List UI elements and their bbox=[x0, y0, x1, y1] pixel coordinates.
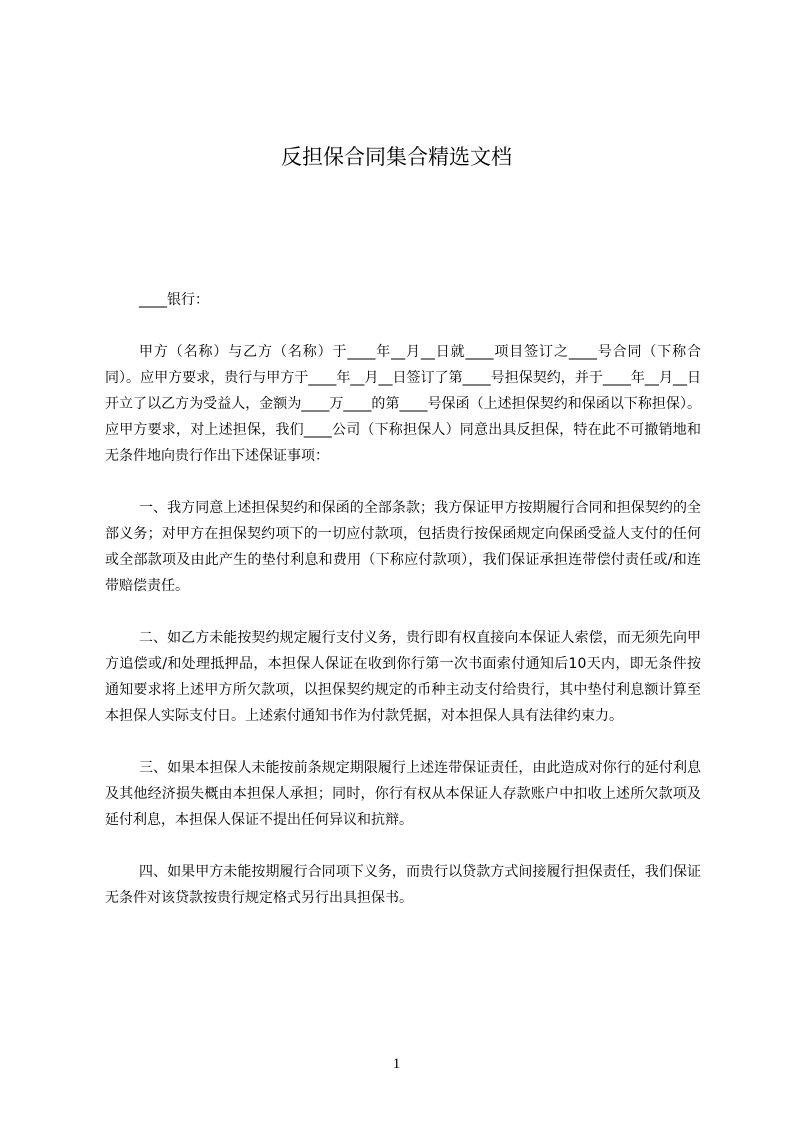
paragraph-intro: 甲方（名称）与乙方（名称）于____年__月__日就____项目签订之____号合同（下称合同）。应甲方要求，贵行与甲方于____年__月__日签订了第____号担保契约，并于____年__月__日开立了以乙方为受益人，金额为____万____的第____号保函（上述担保契约和保函以下称担保）。应甲方要求，对上述担保，我们____公司（下称担保人）同意出具反担保，特在此不可撤销地和无条件地向贵行作出下述保证事项： bbox=[105, 344, 701, 464]
salutation: ____银行： bbox=[139, 292, 209, 308]
paragraph-clause-2: 二、如乙方未能按契约规定履行支付义务，贵行即有权直接向本保证人索偿，而无须先向甲方追偿或/和处理抵押品，本担保人保证在收到你行第一次书面索付通知后10天内，即无条件按通知要求将上述甲方所欠款项，以担保契约规定的币种主动支付给贵行，其中垫付利息额计算至本担保人实际支付日。上述索付通知书作为付款凭据，对本担保人具有法律约束力。 bbox=[105, 630, 701, 724]
paragraph-clause-3: 三、如果本担保人未能按前条规定期限履行上述连带保证责任，由此造成对你行的延付利息及其他经济损失概由本担保人承担；同时，你行有权从本保证人存款账户中扣收上述所欠款项及延付利息，本担保人保证不提出任何异议和抗辩。 bbox=[105, 760, 701, 828]
page-number: 1 bbox=[392, 1056, 401, 1072]
paragraph-clause-4: 四、如果甲方未能按期履行合同项下义务，而贵行以贷款方式间接履行担保责任，我们保证无条件对该贷款按贵行规定格式另行出具担保书。 bbox=[105, 864, 701, 906]
document-title: 反担保合同集合精选文档 bbox=[281, 145, 512, 169]
paragraph-clause-1: 一、我方同意上述担保契约和保函的全部条款；我方保证甲方按期履行合同和担保契约的全部义务；对甲方在担保契约项下的一切应付款项，包括贵行按保函规定向保函受益人支付的任何或全部款项及由此产生的垫付利息和费用（下称应付款项），我们保证承担连带偿付责任或/和连带赔偿责任。 bbox=[105, 500, 701, 594]
document-body bbox=[105, 287, 701, 937]
